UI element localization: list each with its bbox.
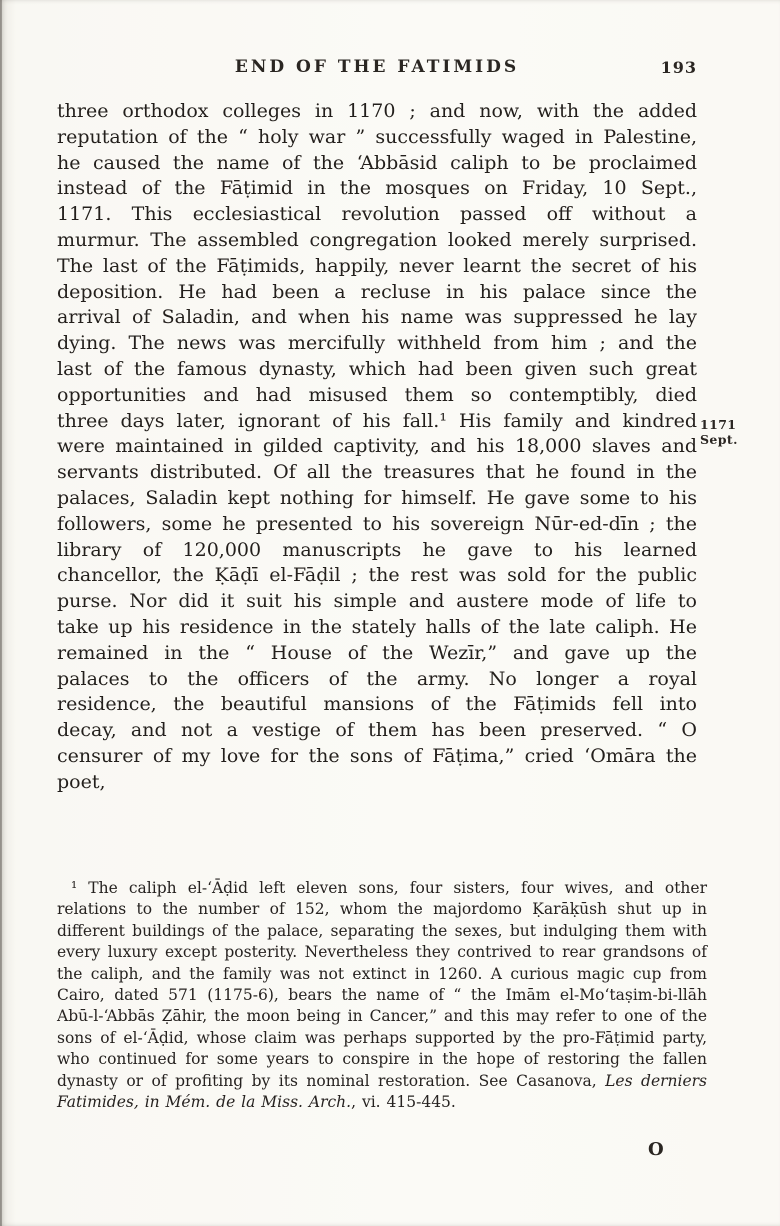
body-paragraph: three orthodox colleges in 1170 ; and now, with the added reputation of the “ holy war ” successfully waged in Palestine, he caused the name of the ‘Abbāsid caliph to be proclaimed instead of the Fāṭimid in the mosques on Friday, 10 Sept., 1171. This ecclesiastical revolution passed off without a murmur. The assembled congregation looked merely surprised. The last of the Fāṭimids, happily, never learnt the secret of his deposition. He had been a recluse in his palace since the arrival of Saladin, and when his name was suppressed he lay dying. The news was mercifully withheld from him ; and the last of the famous dynasty, which had been given such great opportunities and had misused them so contemptibly, died three days later, ignorant of his fall.¹ His family and kindred were maintained in gilded captivity, and his 18,000 slaves and servants distributed. Of all the treasures that he found in the palaces, Saladin kept nothing for himself. He gave some to his followers, some he presented to his sovereign Nūr-ed-dīn ; the library of 120,000 manuscripts he gave to his learned chancellor, the Ḳāḍī el-Fāḍil ; the rest was sold for the public purse. Nor did it suit his simple and austere mode of life to take up his residence in the stately halls of the late caliph. He remained in the “ House of the Wezīr,” and gave up the palaces to the officers of the army. No longer a royal residence, the beautiful mansions of the Fāṭimids fell into decay, and not a vestige of them has been preserved. “ O censurer of my love for the sons of Fāṭima,” cried ‘Omāra the poet, bbox=[57, 100, 697, 793]
margin-note-month: Sept. bbox=[700, 431, 738, 447]
signature-mark: O bbox=[648, 1139, 664, 1160]
footnote-text: ¹ The caliph el-‘Āḍid left eleven sons, four sisters, four wives, and other relations to the number of 152, whom the majordomo Ḳarāḳūsh shut up in different buildings of the palace, separating the sexes, but indulging them with every luxury except posterity. Nevertheless they contrived to rear grandsons of the caliph, and the family was not extinct in 1260. A curious magic cup from Cairo, dated 571 (1175-6), bears the name of “ the Imām el-Mo‘taṣim-bi-llāh Abū-l-‘Abbās Ẓāhir, the moon being in Cancer,” and this may refer to one of the sons of el-‘Āḍid, whose claim was perhaps supported by the pro-Fāṭimid party, who continued for some years to conspire in the hope of restoring the fallen dynasty or of profiting by its nominal restoration. See Casanova, bbox=[57, 879, 707, 1090]
footnote bbox=[57, 878, 707, 1113]
footnote-citation-pages: , vi. 415-445. bbox=[351, 1093, 456, 1112]
running-head-title: END OF THE FATIMIDS bbox=[234, 57, 520, 77]
page-number: 193 bbox=[660, 58, 697, 77]
margin-note-year: 1171 bbox=[700, 417, 737, 432]
page-header bbox=[57, 57, 697, 77]
margin-note-date bbox=[700, 418, 760, 447]
footnote-citation: Les derniers Fatimides, in Mém. de la Miss. Arch. bbox=[57, 1071, 707, 1112]
